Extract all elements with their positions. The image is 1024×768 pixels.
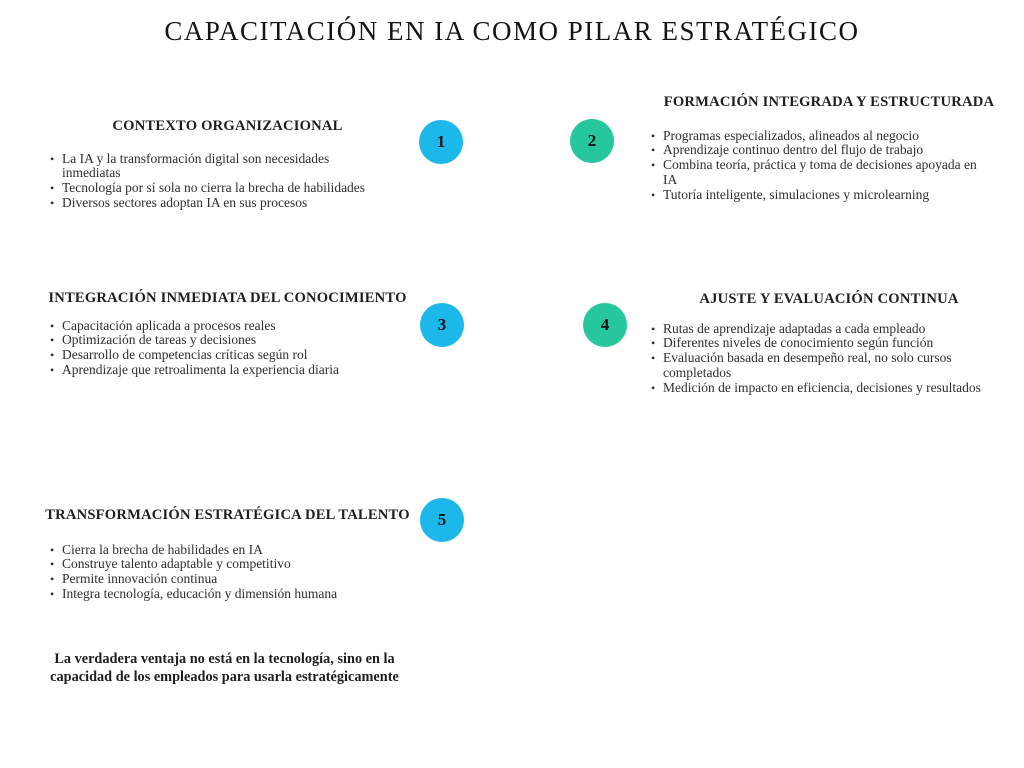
section-heading: INTEGRACIÓN INMEDIATA DEL CONOCIMIENTO — [48, 290, 407, 306]
bullet-list — [45, 319, 373, 379]
section-ajuste-evaluacion — [646, 291, 1012, 396]
bullet-item: • Aprendizaje continuo dentro del flujo de trabajo — [646, 143, 993, 158]
bullet-item: • Rutas de aprendizaje adaptadas a cada empleado — [646, 322, 993, 337]
step-number: 1 — [436, 132, 446, 151]
bullet-item: • Combina teoría, práctica y toma de decisiones apoyada en IA — [646, 158, 993, 188]
bullet-list — [646, 322, 993, 397]
bullet-item: • Permite innovación continua — [45, 572, 373, 587]
bullet-item: • Cierra la brecha de habilidades en IA — [45, 543, 373, 558]
step-badge-3 — [420, 303, 464, 347]
step-badge-5 — [420, 498, 464, 542]
section-contexto-organizacional — [45, 118, 410, 211]
bullet-item: • Optimización de tareas y decisiones — [45, 333, 373, 348]
bullet-item: • Tutoría inteligente, simulaciones y microlearning — [646, 188, 993, 203]
bullet-item: • Medición de impacto en eficiencia, decisiones y resultados — [646, 381, 993, 396]
bullet-item: • Capacitación aplicada a procesos reales — [45, 319, 373, 334]
section-heading: CONTEXTO ORGANIZACIONAL — [112, 118, 343, 134]
section-formacion-integrada — [646, 94, 1012, 203]
step-number: 4 — [600, 315, 610, 334]
bullet-item: • Programas especializados, alineados al negocio — [646, 129, 993, 144]
step-badge-1 — [419, 120, 463, 164]
step-badge-2 — [570, 119, 614, 163]
step-number: 3 — [437, 315, 447, 334]
bullet-item: • Desarrollo de competencias críticas según rol — [45, 348, 373, 363]
bullet-list — [646, 129, 993, 204]
bullet-item: • Evaluación basada en desempeño real, no solo cursos completados — [646, 351, 993, 381]
closing-statement: La verdadera ventaja no está en la tecnología, sino en la capacidad de los empleados para usarla estratégicamente — [50, 651, 399, 685]
bullet-item: • La IA y la transformación digital son necesidades inmediatas — [45, 152, 373, 182]
bullet-list — [45, 543, 373, 603]
bullet-item: • Construye talento adaptable y competitivo — [45, 557, 373, 572]
section-heading: TRANSFORMACIÓN ESTRATÉGICA DEL TALENTO — [45, 507, 410, 523]
bullet-item: • Aprendizaje que retroalimenta la experiencia diaria — [45, 363, 373, 378]
bullet-item: • Diferentes niveles de conocimiento según función — [646, 336, 993, 351]
bullet-item: • Integra tecnología, educación y dimensión humana — [45, 587, 373, 602]
section-integracion-inmediata — [45, 290, 410, 378]
section-heading: FORMACIÓN INTEGRADA Y ESTRUCTURADA — [663, 94, 995, 110]
bullet-item: • Diversos sectores adoptan IA en sus procesos — [45, 196, 373, 211]
section-transformacion-talento — [45, 507, 410, 602]
step-number: 5 — [437, 510, 447, 529]
step-number: 2 — [587, 131, 597, 150]
page-title: CAPACITACIÓN EN IA COMO PILAR ESTRATÉGICO — [164, 16, 860, 46]
step-badge-4 — [583, 303, 627, 347]
bullet-item: • Tecnología por sí sola no cierra la brecha de habilidades — [45, 181, 373, 196]
bullet-list — [45, 152, 373, 212]
section-heading: AJUSTE Y EVALUACIÓN CONTINUA — [699, 291, 959, 307]
